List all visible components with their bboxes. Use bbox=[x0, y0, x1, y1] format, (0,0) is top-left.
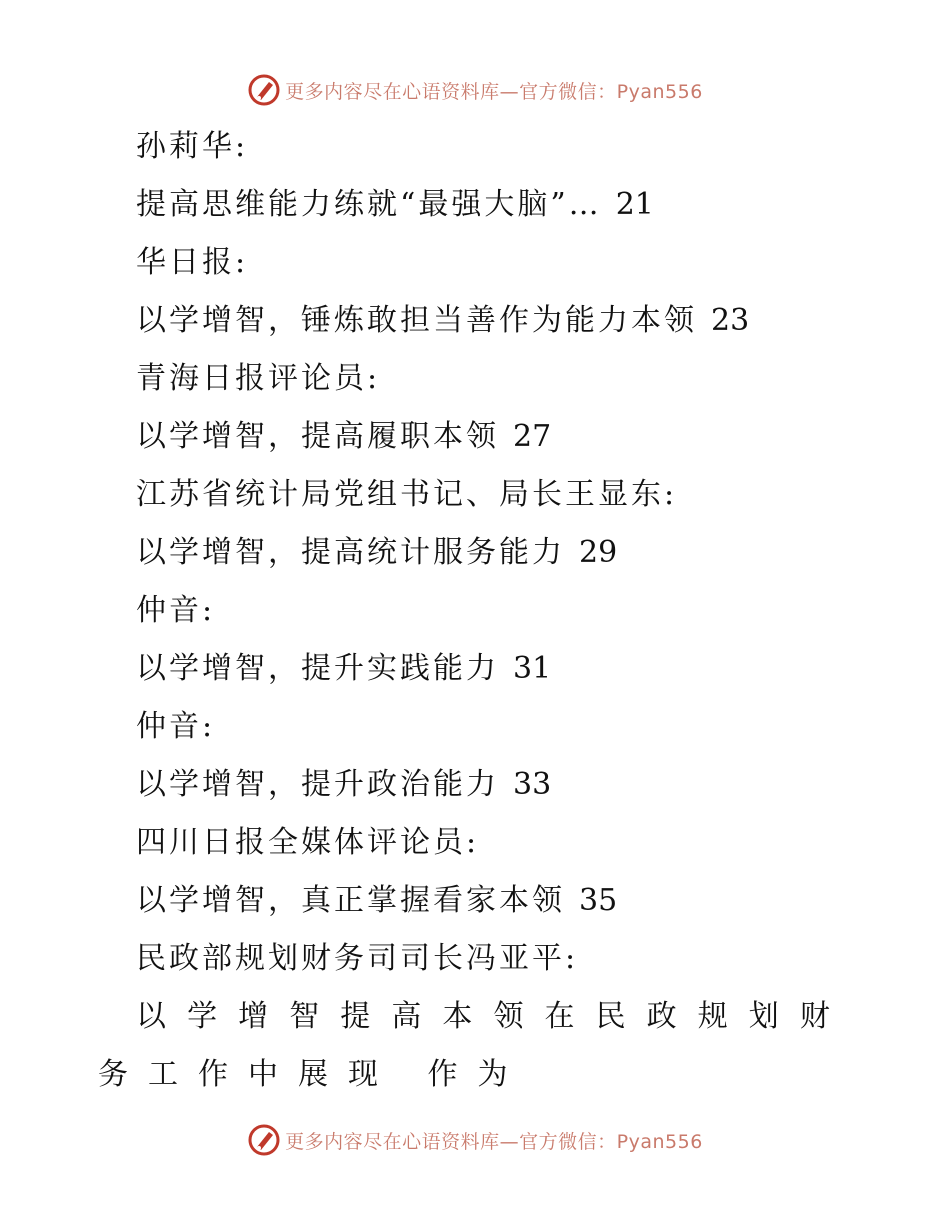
toc-author: 仲音: bbox=[136, 593, 216, 628]
toc-author: 仲音: bbox=[136, 709, 216, 744]
toc-author: 民政部规划财务司司长冯亚平: bbox=[136, 941, 579, 976]
table-of-contents bbox=[0, 118, 950, 1104]
toc-title-justified: 以 学 增 智 提 高 本 领 在 民 政 规 划 财 bbox=[136, 999, 830, 1034]
toc-author: 华日报: bbox=[136, 245, 249, 280]
toc-page-number: 35 bbox=[579, 883, 618, 918]
watermark-footer bbox=[0, 1120, 950, 1160]
toc-title-continuation: 务工作中展现 作为 bbox=[98, 1057, 528, 1092]
toc-title: 以学增智，提高履职本领 27 bbox=[136, 419, 552, 454]
toc-author: 孙莉华: bbox=[136, 129, 249, 164]
toc-author: 江苏省统计局党组书记、局长王显东: bbox=[136, 477, 678, 512]
watermark-text: 更多内容尽在心语资料库—官方微信：Pyan556 bbox=[285, 80, 703, 103]
toc-page-number: 33 bbox=[513, 767, 552, 802]
toc-page-number: 29 bbox=[579, 535, 618, 570]
toc-title: 以学增智，提高统计服务能力 29 bbox=[136, 535, 618, 570]
toc-page-number: 21 bbox=[615, 187, 654, 222]
toc-title: 以学增智，真正掌握看家本领 35 bbox=[136, 883, 618, 918]
pen-nib-circle-icon bbox=[247, 1123, 281, 1157]
toc-title: 以学增智，提升实践能力 31 bbox=[136, 651, 552, 686]
watermark-header bbox=[0, 70, 950, 110]
toc-page-number: 23 bbox=[711, 303, 750, 338]
toc-author: 青海日报评论员: bbox=[136, 361, 381, 396]
toc-title: 以学增智，锤炼敢担当善作为能力本领 23 bbox=[136, 303, 750, 338]
toc-title: 提高思维能力练就“最强大脑”… 21 bbox=[136, 187, 654, 222]
toc-page-number: 31 bbox=[513, 651, 552, 686]
pen-nib-circle-icon bbox=[247, 73, 281, 107]
toc-page-number: 27 bbox=[513, 419, 552, 454]
toc-title: 以学增智，提升政治能力 33 bbox=[136, 767, 552, 802]
watermark-text: 更多内容尽在心语资料库—官方微信：Pyan556 bbox=[285, 1130, 703, 1153]
toc-author: 四川日报全媒体评论员: bbox=[136, 825, 480, 860]
